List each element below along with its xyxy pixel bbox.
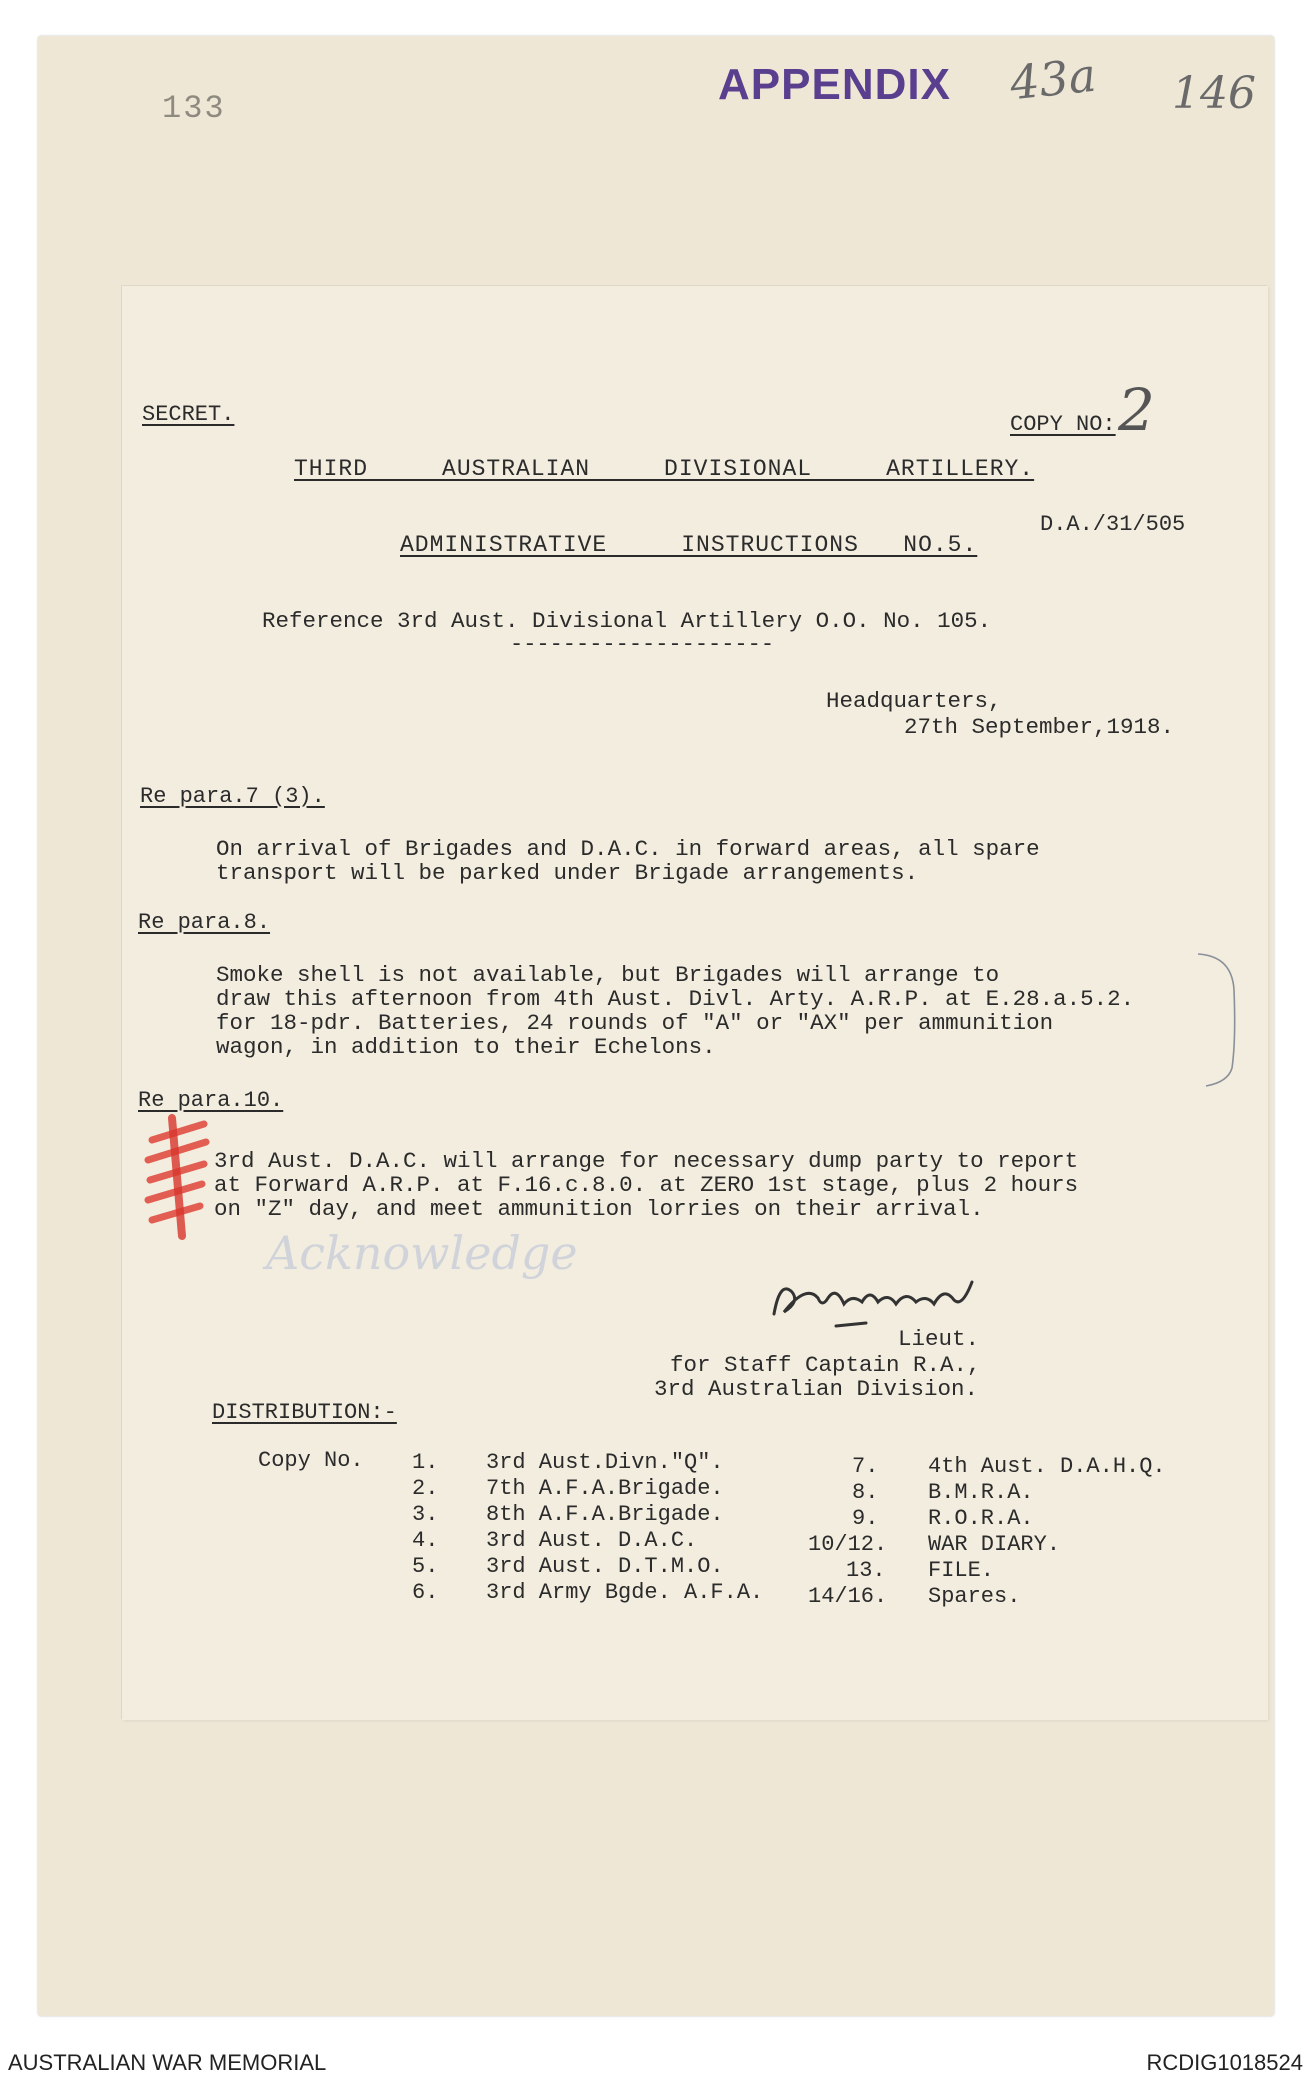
body-line: 3rd Aust. D.A.C. will arrange for necessary dump party to report: [214, 1148, 1079, 1174]
body-line: for 18-pdr. Batteries, 24 rounds of "A" or "AX" per ammunition: [216, 1010, 1054, 1036]
pencil-bracket-mark: [1192, 950, 1242, 1090]
section-heading: Re para.8.: [138, 910, 271, 935]
appendix-stamp: APPENDIX: [718, 60, 951, 109]
distribution-copy-no: 6.: [412, 1580, 439, 1605]
footer-credit: AUSTRALIAN WAR MEMORIAL: [8, 2050, 327, 2075]
body-line: transport will be parked under Brigade arrangements.: [216, 860, 919, 886]
handwritten-reference: 43a: [1007, 47, 1099, 111]
distribution-recipient: 7th A.F.A.Brigade.: [486, 1476, 724, 1501]
copy-no-label: COPY NO:: [1010, 412, 1116, 437]
distribution-copy-no: 5.: [412, 1554, 439, 1579]
body-line: at Forward A.R.P. at F.16.c.8.0. at ZERO 1st stage, plus 2 hours: [214, 1172, 1079, 1198]
folio-number: 133: [162, 90, 226, 127]
handwritten-copy-number: 2: [1118, 376, 1155, 444]
distribution-copy-no: 14/16.: [808, 1584, 888, 1609]
distribution-copy-no: 8.: [852, 1480, 879, 1505]
distribution-copy-no: 13.: [846, 1558, 886, 1583]
body-line: draw this afternoon from 4th Aust. Divl. Arty. A.R.P. at E.28.a.5.2.: [216, 986, 1135, 1012]
distribution-recipient: 8th A.F.A.Brigade.: [486, 1502, 724, 1527]
body-line: Smoke shell is not available, but Brigades will arrange to: [216, 962, 1000, 988]
hq-location: Headquarters,: [826, 688, 1002, 714]
distribution-recipient: 3rd Aust. D.T.M.O.: [486, 1554, 724, 1579]
document-date: 27th September,1918.: [904, 714, 1175, 740]
distribution-copy-no: 10/12.: [808, 1532, 888, 1557]
order-reference: Reference 3rd Aust. Divisional Artillery O.O. No. 105.: [262, 608, 992, 634]
distribution-recipient: R.O.R.A.: [928, 1506, 1034, 1531]
reference-rule: --------------------: [510, 632, 775, 657]
unit-heading: THIRD AUSTRALIAN DIVISIONAL ARTILLERY.: [294, 456, 1035, 482]
signatory-role: for Staff Captain R.A.,: [670, 1352, 981, 1378]
section-heading: Re para.10.: [138, 1088, 284, 1113]
handwritten-folio: 146: [1172, 68, 1256, 119]
distribution-recipient: Spares.: [928, 1584, 1021, 1609]
distribution-copy-no: 9.: [852, 1506, 879, 1531]
document-title: ADMINISTRATIVE INSTRUCTIONS NO.5.: [400, 532, 978, 558]
faint-acknowledge-note: Acknowledge: [266, 1226, 578, 1280]
signatory-division: 3rd Australian Division.: [654, 1376, 979, 1402]
distribution-recipient: B.M.R.A.: [928, 1480, 1034, 1505]
distribution-heading: DISTRIBUTION:-: [212, 1400, 397, 1425]
body-line: On arrival of Brigades and D.A.C. in forward areas, all spare: [216, 836, 1040, 862]
copy-no-label: Copy No.: [258, 1448, 364, 1473]
section-heading: Re para.7 (3).: [140, 784, 325, 809]
signature: [766, 1268, 986, 1332]
distribution-copy-no: 2.: [412, 1476, 439, 1501]
red-pencil-mark: [142, 1110, 214, 1240]
signatory-rank: Lieut.: [898, 1326, 980, 1352]
distribution-copy-no: 1.: [412, 1450, 439, 1475]
distribution-recipient: 3rd Army Bgde. A.F.A.: [486, 1580, 764, 1605]
footer-record-id: RCDIG1018524: [1146, 2050, 1303, 2075]
file-reference: D.A./31/505: [1040, 512, 1186, 537]
distribution-recipient: WAR DIARY.: [928, 1532, 1061, 1557]
distribution-recipient: FILE.: [928, 1558, 995, 1583]
distribution-recipient: 3rd Aust. D.A.C.: [486, 1528, 698, 1553]
distribution-copy-no: 3.: [412, 1502, 439, 1527]
distribution-recipient: 3rd Aust.Divn."Q".: [486, 1450, 724, 1475]
distribution-copy-no: 4.: [412, 1528, 439, 1553]
distribution-copy-no: 7.: [852, 1454, 879, 1479]
body-line: on "Z" day, and meet ammunition lorries on their arrival.: [214, 1196, 984, 1222]
body-line: wagon, in addition to their Echelons.: [216, 1034, 716, 1060]
classification: SECRET.: [142, 402, 235, 427]
distribution-recipient: 4th Aust. D.A.H.Q.: [928, 1454, 1166, 1479]
